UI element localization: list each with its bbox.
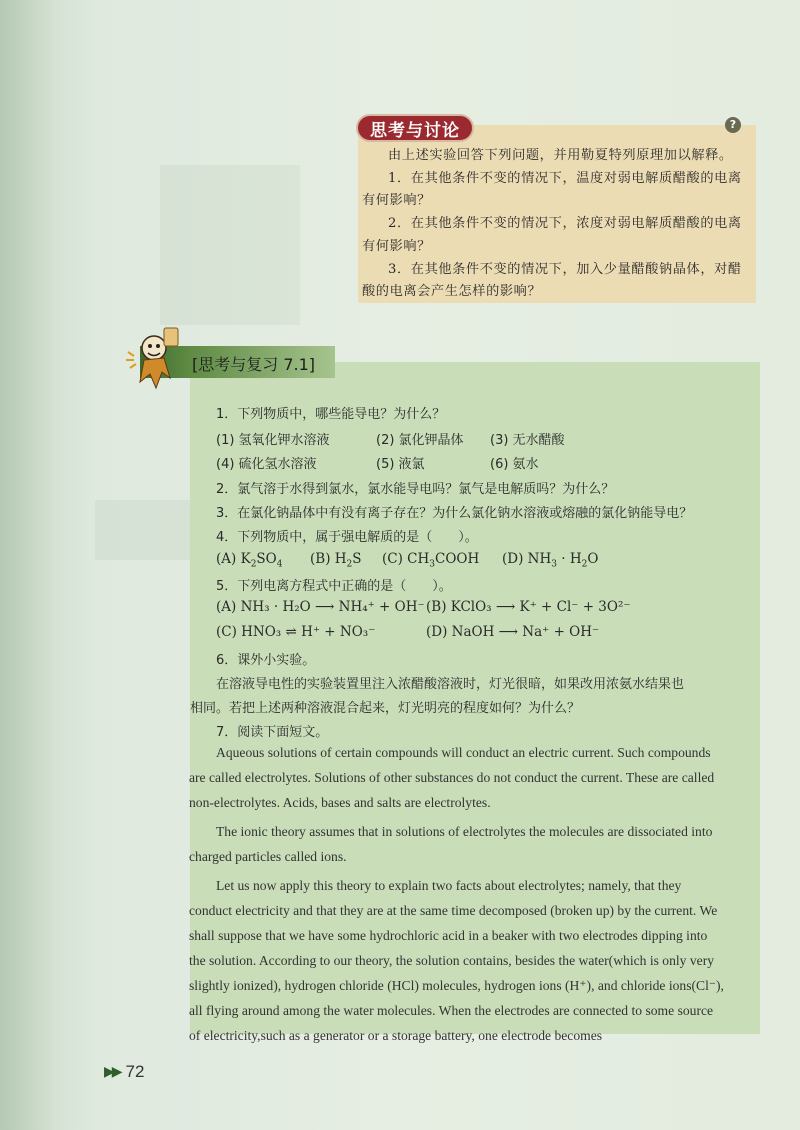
question-6-text: 在溶液导电性的实验装置里注入浓醋酸溶液时，灯光很暗，如果改用浓氨水结果也 [216, 677, 685, 692]
question-5-options [216, 624, 736, 644]
discussion-line: 由上述实验回答下列问题，并用勒夏特列原理加以解释。 [388, 148, 733, 163]
question-6-text: 相同。若把上述两种溶液混合起来，灯光明亮的程度如何？为什么？ [190, 701, 581, 716]
option-a: (A) NH₃ · H₂O ⟶ NH₄⁺ + OH⁻ [216, 599, 425, 615]
mascot-icon [118, 322, 188, 392]
option: (4) 硫化氢水溶液 [216, 457, 317, 472]
question-bubble-icon: ? [725, 117, 741, 133]
option-b: (B) KClO₃ ⟶ K⁺ + Cl⁻ + 3O²⁻ [426, 599, 631, 615]
option-b: (B) $H_2S$ [310, 551, 362, 570]
option-d: (D) NaOH ⟶ Na⁺ + OH⁻ [426, 624, 600, 640]
english-reading [189, 740, 727, 1048]
english-paragraph: Aqueous solutions of certain compounds will conduct an electric current. Such compounds are called electrolytes. Solutions of other substances do not conduct the current. These are called non-electrolytes. Acids, bases and salts are electrolytes. [189, 745, 715, 810]
discussion-line: 2．在其他条件不变的情况下，浓度对弱电解质醋酸的电离 [388, 216, 742, 232]
page-binding-shadow [0, 0, 52, 1130]
question-5-options [216, 599, 736, 619]
double-arrow-icon: ▶▶ [104, 1064, 120, 1080]
discussion-line: 酸的电离会产生怎样的影响？ [362, 284, 542, 300]
page-footer [104, 1062, 144, 1082]
bleed-through [95, 500, 190, 560]
option: (5) 液氯 [376, 457, 425, 472]
question-1-options [216, 453, 736, 473]
discussion-line: 1．在其他条件不变的情况下，温度对弱电解质醋酸的电离 [388, 170, 742, 186]
discussion-text [362, 145, 750, 304]
question-4-options [216, 551, 736, 571]
review-title: [思考与复习 7.1] [192, 355, 316, 374]
bleed-through [160, 165, 300, 325]
discussion-line: 3．在其他条件不变的情况下，加入少量醋酸钠晶体，对醋 [388, 261, 742, 277]
discussion-title: 思考与讨论 [356, 114, 474, 142]
option-d: (D) $NH_3 \cdot H_2O$ [502, 551, 599, 570]
option: (2) 氯化钾晶体 [376, 433, 464, 448]
option: (6) 氨水 [490, 457, 539, 472]
question-1-options [216, 429, 736, 449]
question-5: 5．下列电离方程式中正确的是（ ）。 [216, 579, 452, 594]
option-c: (C) $CH_3COOH$ [382, 551, 480, 570]
question-2: 2．氯气溶于水得到氯水，氯水能导电吗？氯气是电解质吗？为什么？ [216, 482, 615, 497]
question-6: 6．课外小实验。 [216, 653, 316, 668]
question-4: 4．下列物质中，属于强电解质的是（ ）。 [216, 530, 478, 545]
option-a: (A) $K_2SO_4$ [216, 551, 283, 570]
discussion-line: 有何影响？ [362, 193, 431, 209]
question-3: 3．在氯化钠晶体中有没有离子存在？为什么氯化钠水溶液或熔融的氯化钠能导电？ [216, 506, 693, 521]
question-7: 7．阅读下面短文。 [216, 725, 329, 740]
question-1: 1．下列物质中，哪些能导电？为什么？ [216, 407, 446, 422]
english-paragraph: Let us now apply this theory to explain two facts about electrolytes; namely, that they conduct electricity and that they are at the same time decomposed (broken up) by the current. We shall suppose that we have some hydrochloric acid in a beaker with two electrodes dipping into the solution. According to our theory, the solution contains, besides the water(which is only very slightly ionized), hydrogen chloride (HCl) molecules, hydrogen ions (H⁺), and chloride ions(Cl⁻), all flying around among the water molecules. When the electrodes are connected to some source of electricity,such as a generator or a storage battery, one electrode becomes [189, 878, 724, 1043]
page-number: 72 [125, 1062, 145, 1081]
option-c: (C) HNO₃ ⇌ H⁺ + NO₃⁻ [216, 624, 376, 640]
option: (1) 氢氧化钾水溶液 [216, 433, 330, 448]
option: (3) 无水醋酸 [490, 433, 565, 448]
discussion-line: 有何影响？ [362, 238, 431, 254]
english-paragraph: The ionic theory assumes that in solutions of electrolytes the molecules are dissociated into charged particles called ions. [189, 824, 713, 864]
